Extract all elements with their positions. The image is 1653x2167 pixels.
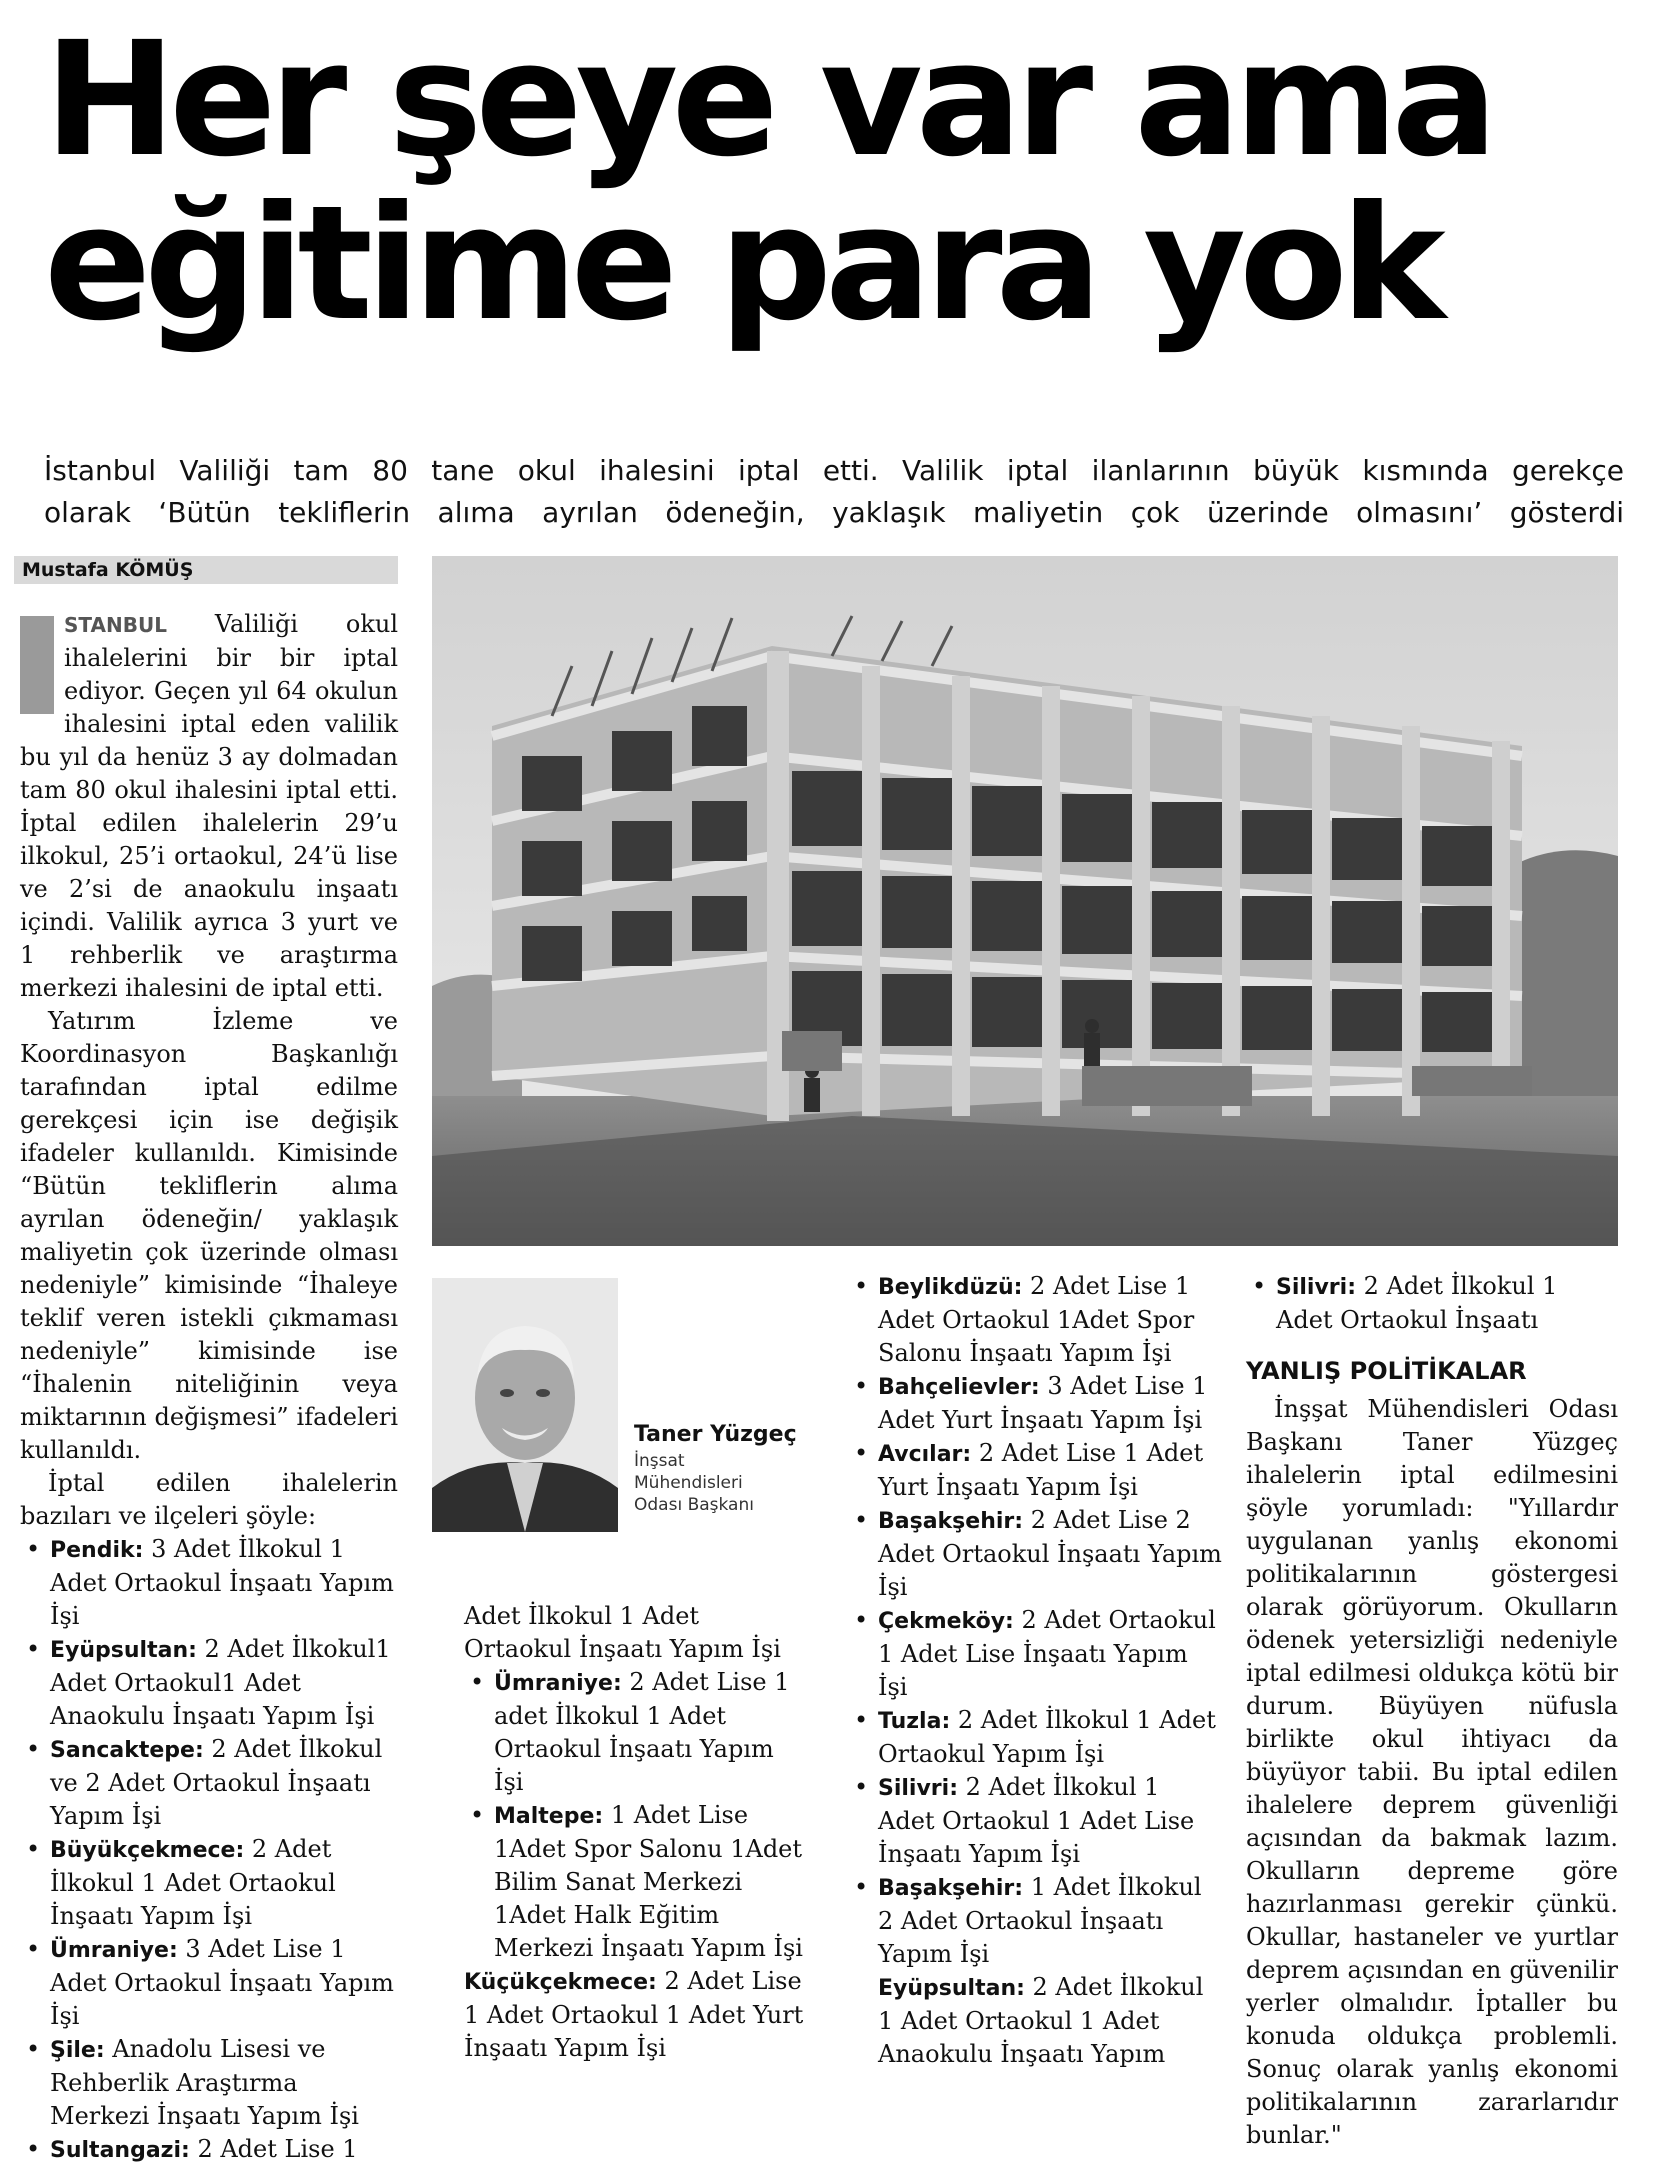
district-detail: 2 Adet İlkokul 1 Adet Ortaokul 1 Adet Anaokulu İnşaatı Yapım bbox=[878, 1973, 1204, 2068]
article-column-4 bbox=[1246, 1270, 1618, 2152]
bullet: • bbox=[854, 1372, 869, 1400]
district-detail: 1 Adet Lise 1Adet Spor Salonu 1Adet Bilim Sanat Merkezi 1Adet Halk Eğitim Merkezi İnşaatı Yapım İşi bbox=[494, 1801, 803, 1962]
list-item bbox=[848, 1704, 1222, 1771]
bullet: • bbox=[26, 1935, 41, 1963]
district-detail: 2 Adet Lise 1 adet İlkokul 1 Adet Ortaokul İnşaatı Yapım İşi bbox=[494, 1668, 790, 1796]
deck-line-1: İstanbul Valiliği tam 80 tane okul ihalesini iptal etti. Valilik iptal ilanlarının büyük kısmında gerekçe bbox=[44, 454, 1624, 487]
headline-line-1: Her şeye var ama bbox=[44, 8, 1492, 192]
portrait-photo bbox=[432, 1278, 618, 1532]
article-paragraph-3: İptal edilen ihalelerin bazıları ve ilçeleri şöyle: bbox=[20, 1469, 398, 1530]
bullet: • bbox=[470, 1801, 485, 1829]
list-item bbox=[20, 1533, 398, 1633]
district-list-3 bbox=[848, 1270, 1222, 2071]
bullet: • bbox=[26, 2135, 41, 2163]
district-detail: 2 Adet Ortaokul 1 Adet Lise İnşaatı Yapım İşi bbox=[878, 1606, 1216, 1701]
district-detail: 3 Adet İlkokul 1 Adet Ortaokul İnşaatı Yapım İşi bbox=[50, 1535, 394, 1630]
list-item bbox=[848, 1604, 1222, 1704]
caption-name: Taner Yüzgeç bbox=[634, 1422, 797, 1447]
district-detail: 2 Adet İlkokul1 Adet Ortaokul1 Adet Anaokulu İnşaatı Yapım İşi bbox=[50, 1635, 391, 1730]
district-detail: 2 Adet Lise 1 Adet Ortaokul 1Adet Spor Salonu İnşaatı Yapım İşi bbox=[878, 1272, 1195, 1367]
list-item bbox=[848, 1437, 1222, 1504]
district-name: Eyüpsultan: bbox=[878, 1976, 1025, 2001]
list-item bbox=[1246, 1270, 1618, 1337]
district-name: Büyükçekmece: bbox=[50, 1838, 245, 1863]
bullet: • bbox=[854, 1706, 869, 1734]
district-detail: 2 Adet İlkokul 1 Adet Ortaokul İnşaatı bbox=[1276, 1272, 1558, 1334]
bullet: • bbox=[26, 1835, 41, 1863]
article-paragraph-quote: İnşşat Mühendisleri Odası Başkanı Taner Yüzgeç ihalelerin iptal edilmesini şöyle yorumladı: "Yıllardır uygulanan yanlış ekonomi politikalarının göstergesi olarak görüyorum. Okulların ödenek yetersizliği nedeniyle iptal edilmesi oldukça kötü bir durum. Büyüyen nüfusla birlikte okul ihtiyacı da büyüyor tabii. Bu iptal edilen ihalelere deprem güvenliği açısından da bakmak lazım. Okulların depreme göre hazırlanması gerekir çünkü. Okullar, hastaneler ve yurtlar deprem açısından en güvenilir yerler olmalıdır. İptaller bu konuda oldukça problemli. Sonuç olarak yanlış ekonomi politikalarının zararlarıdır bunlar." bbox=[1246, 1395, 1618, 2149]
deck-line-2: olarak ‘Bütün tekliflerin alıma ayrılan ödeneğin, yaklaşık maliyetin çok üzerinde olmasını’ gösterdi bbox=[44, 496, 1624, 529]
district-name: Maltepe: bbox=[494, 1804, 604, 1829]
district-name: Başakşehir: bbox=[878, 1876, 1024, 1901]
district-name: Beylikdüzü: bbox=[878, 1275, 1023, 1300]
district-name: Bahçelievler: bbox=[878, 1375, 1040, 1400]
district-list-4 bbox=[1246, 1270, 1618, 1337]
district-detail: 3 Adet Lise 1 Adet Ortaokul İnşaatı Yapım İşi bbox=[50, 1935, 394, 2030]
article-paragraph-1-text: Valiliği okul ihalelerini bir bir iptal ediyor. Geçen yıl 64 okulun ihalesini iptal eden valilik bu yıl da henüz 3 ay dolmadan tam 80 okul ihalesini iptal etti. İptal edilen ihalelerin 29’u ilkokul, 25’i ortaokul, 24’ü lise ve 2’si de anaokulu inşaatı içindi. Valilik ayrıca 3 yurt ve 1 rehberlik ve araştırma merkezi ihalesini de iptal etti. bbox=[20, 610, 398, 1002]
district-list-1 bbox=[20, 1533, 398, 2167]
list-item bbox=[20, 1933, 398, 2033]
district-name: Şile: bbox=[50, 2038, 105, 2063]
district-list-2 bbox=[464, 1600, 804, 2065]
list-item bbox=[20, 2033, 398, 2133]
district-name: Çekmeköy: bbox=[878, 1609, 1014, 1634]
bullet: • bbox=[854, 1439, 869, 1467]
caption-title: İnşsat Mühendisleri Odası Başkanı bbox=[634, 1451, 754, 1515]
district-name: Eyüpsultan: bbox=[50, 1638, 197, 1663]
bullet: • bbox=[854, 1606, 869, 1634]
article-column-2 bbox=[464, 1600, 804, 2065]
bullet: • bbox=[1252, 1272, 1267, 1300]
list-item bbox=[848, 1504, 1222, 1604]
district-detail: 2 Adet İlkokul 1 Adet Ortaokul İnşaatı Yapım İşi bbox=[50, 1835, 336, 1930]
district-detail: 2 Adet Lise 1 Adet Yurt İnşaatı Yapım İşi bbox=[878, 1439, 1204, 1501]
district-name: Pendik: bbox=[50, 1538, 144, 1563]
list-item bbox=[464, 1799, 804, 1965]
district-name: Küçükçekmece: bbox=[464, 1970, 657, 1995]
list-item-continuation: Adet İlkokul 1 Adet Ortaokul İnşaatı Yapım İşi bbox=[464, 1602, 781, 1663]
list-item bbox=[848, 1971, 1222, 2071]
bullet: • bbox=[470, 1668, 485, 1696]
district-name: Ümraniye: bbox=[494, 1671, 622, 1696]
district-name: Sultangazi: bbox=[50, 2138, 190, 2163]
list-item bbox=[464, 1965, 804, 2065]
district-name: Silivri: bbox=[1276, 1275, 1356, 1300]
bullet: • bbox=[26, 2035, 41, 2063]
district-name: Tuzla: bbox=[878, 1709, 951, 1734]
article-column-1 bbox=[20, 608, 398, 2167]
bullet: • bbox=[26, 1735, 41, 1763]
district-name: Ümraniye: bbox=[50, 1938, 178, 1963]
list-item bbox=[848, 1871, 1222, 1971]
bullet: • bbox=[854, 1272, 869, 1300]
district-name: Avcılar: bbox=[878, 1442, 972, 1467]
subheading: YANLIŞ POLİTİKALAR bbox=[1246, 1357, 1527, 1385]
district-name: Silivri: bbox=[878, 1776, 958, 1801]
district-detail: Anadolu Lisesi ve Rehberlik Araştırma Merkezi İnşaatı Yapım İşi bbox=[50, 2035, 359, 2130]
list-item bbox=[20, 1633, 398, 1733]
article-paragraph-1 bbox=[20, 608, 398, 1005]
drop-cap-i bbox=[20, 616, 54, 714]
bullet: • bbox=[26, 1635, 41, 1663]
headline-line-2: eğitime para yok bbox=[44, 172, 1439, 356]
district-detail: 3 Adet Lise 1 Adet Yurt İnşaatı Yapım İşi bbox=[878, 1372, 1208, 1434]
bullet: • bbox=[854, 1873, 869, 1901]
list-item bbox=[20, 1733, 398, 1833]
list-item bbox=[848, 1270, 1222, 1370]
bullet: • bbox=[26, 1535, 41, 1563]
bullet: • bbox=[854, 1506, 869, 1534]
district-name: Sancaktepe: bbox=[50, 1738, 204, 1763]
list-item bbox=[20, 2133, 398, 2167]
bullet: • bbox=[854, 1773, 869, 1801]
district-detail: 2 Adet Lise 2 Adet Ortaokul İnşaatı Yapım İşi bbox=[878, 1506, 1222, 1601]
district-detail: 1 Adet İlkokul 2 Adet Ortaokul İnşaatı Yapım İşi bbox=[878, 1873, 1202, 1968]
headline bbox=[44, 8, 1624, 356]
district-detail: 2 Adet Lise 1 bbox=[189, 2135, 358, 2163]
list-item bbox=[848, 1771, 1222, 1871]
byline: Mustafa KÖMÜŞ bbox=[14, 556, 398, 584]
district-detail: 2 Adet İlkokul 1 Adet Ortaokul 1 Adet Lise İnşaatı Yapım İşi bbox=[878, 1773, 1195, 1868]
portrait-caption bbox=[634, 1420, 814, 1516]
list-item bbox=[20, 1833, 398, 1933]
lead-word: STANBUL bbox=[64, 613, 167, 637]
district-detail: 2 Adet Lise 1 Adet Ortaokul 1 Adet Yurt İnşaatı Yapım İşi bbox=[464, 1967, 804, 2062]
list-item bbox=[848, 1370, 1222, 1437]
district-detail: 2 Adet İlkokul ve 2 Adet Ortaokul İnşaatı Yapım İşi bbox=[50, 1735, 383, 1830]
article-column-3 bbox=[848, 1270, 1222, 2071]
construction-photo bbox=[432, 556, 1618, 1246]
article-paragraph-2: Yatırım İzleme ve Koordinasyon Başkanlığı tarafından iptal edilme gerekçesi için ise değişik ifadeler kullanıldı. Kimisinde “Bütün tekliflerin alıma ayrılan ödeneğin/ yaklaşık maliyetin çok üzerinde olması nedeniyle” kimisinde “İhaleye teklif veren istekli çıkmaması nedeniyle” kimisinde ise “İhalenin niteliğinin veya miktarının değişmesi” ifadeleri kullanıldı. bbox=[20, 1007, 398, 1464]
district-detail: 2 Adet İlkokul 1 Adet Ortaokul Yapım İşi bbox=[878, 1706, 1216, 1768]
deck bbox=[44, 450, 1624, 534]
district-name: Başakşehir: bbox=[878, 1509, 1024, 1534]
list-item bbox=[464, 1666, 804, 1799]
